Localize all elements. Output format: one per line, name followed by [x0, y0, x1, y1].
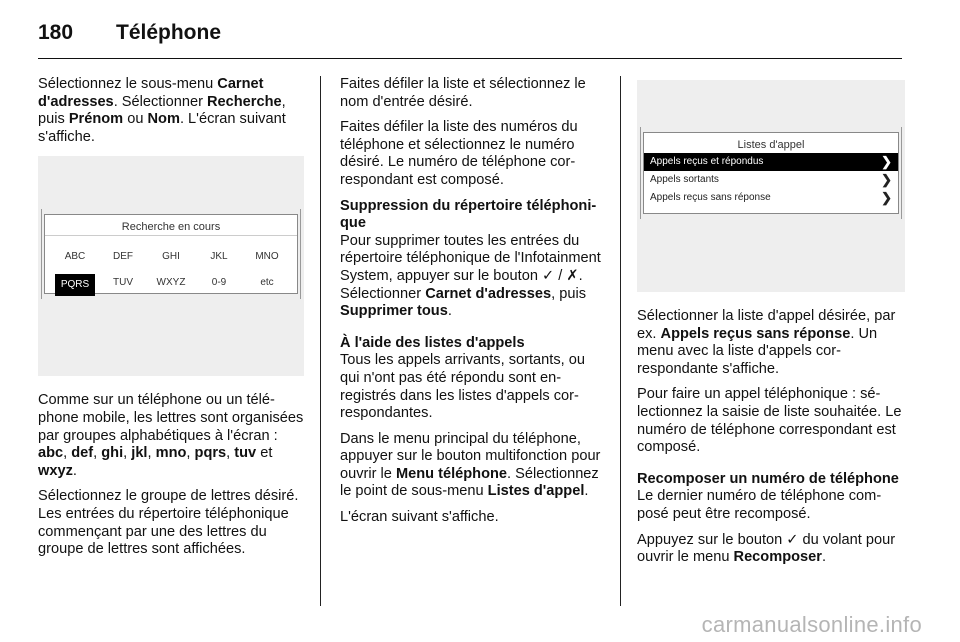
call-list-item[interactable]: [644, 189, 898, 207]
bold-term: Supprimer tous: [340, 303, 448, 320]
call-list-item-selected[interactable]: [644, 153, 898, 171]
page-number: 180: [38, 21, 74, 44]
text-run: ,: [226, 445, 235, 462]
bold-term: Appels reçus sans réponse: [660, 325, 851, 342]
letter-group[interactable]: DEF: [113, 251, 133, 263]
column-divider-1: [320, 76, 321, 606]
bold-term: def: [71, 445, 94, 462]
text-run: Pour faire un appel téléphonique : sélectionnez la saisie de liste souhaitée. Le numéro de téléphone correspondant est composé.: [637, 386, 902, 456]
chevron-right-icon: ❯: [881, 154, 892, 169]
text-run: ,: [123, 445, 132, 462]
text-run: . Sélectionnez le point de sous-menu: [340, 465, 599, 500]
bold-term: Recomposer: [733, 549, 822, 566]
paragraph: [38, 76, 304, 146]
text-run: ,: [63, 445, 72, 462]
text-run: , puis: [551, 285, 587, 302]
column-2: [340, 76, 606, 535]
call-list-label: Appels sortants: [650, 174, 719, 185]
header-rule: [38, 58, 902, 59]
text-run: . L'écran suivant s'affiche.: [38, 111, 286, 145]
letter-group[interactable]: WXYZ: [156, 276, 186, 288]
bold-term: Carnet d'adresses: [38, 76, 264, 110]
text-run: Sélectionner la liste d'appel désirée, par ex.: [637, 308, 896, 342]
letter-row-2: [45, 266, 297, 296]
bold-term: Menu téléphone: [395, 465, 508, 482]
paragraph: [38, 488, 304, 558]
letter-group[interactable]: etc: [260, 276, 274, 288]
text-run: ou: [123, 111, 148, 128]
screen-title: Listes d'appel: [737, 139, 805, 151]
paragraph: [340, 431, 606, 501]
call-list-item[interactable]: [644, 171, 898, 189]
letter-group[interactable]: JKL: [210, 251, 228, 263]
text-run: Tous les appels arrivants, sortants, ou qui n'ont pas été répondu sont enregistrés dans les listes d'appels correspondantes.: [340, 352, 585, 422]
search-screen-figure: [38, 156, 304, 376]
watermark: carmanualsonline.info: [701, 612, 922, 637]
text-run: ,: [147, 445, 156, 462]
section-heading: À l'aide des listes d'appels: [340, 334, 525, 351]
text-run: ,: [186, 445, 195, 462]
search-screen: [44, 214, 298, 294]
bold-term: tuv: [234, 445, 257, 462]
section-heading: Recomposer un numéro de téléphone: [637, 470, 899, 487]
bold-term: wxyz: [38, 462, 73, 479]
bold-term: pqrs: [194, 445, 227, 462]
section-heading: Suppression du répertoire téléphonique: [340, 197, 597, 232]
bold-term: Listes d'appel: [487, 483, 585, 500]
letter-group[interactable]: GHI: [162, 251, 180, 263]
text-run: Pour supprimer toutes les entrées du répertoire téléphonique de l'Infotainment System, appuyer sur le bouton ✓ / ✗. Sélectionner: [340, 232, 601, 302]
text-run: .: [447, 303, 452, 320]
text-run: L'écran suivant s'affiche.: [340, 509, 499, 526]
paragraph: [637, 532, 905, 567]
bold-term: ghi: [101, 445, 124, 462]
text-run: .: [72, 462, 77, 479]
bold-term: abc: [38, 445, 64, 462]
paragraph: [340, 509, 606, 527]
call-lists-screen: [643, 132, 899, 214]
text-run: Appuyez sur le bouton ✓ du volant pour ouvrir le menu: [637, 531, 896, 566]
letter-group[interactable]: TUV: [113, 276, 133, 288]
call-lists-screen-figure: [637, 80, 905, 292]
paragraph: [340, 352, 606, 422]
paragraph: [637, 488, 905, 523]
letter-group-selected[interactable]: PQRS: [55, 274, 95, 296]
bold-term: Carnet d'adresses: [425, 285, 552, 302]
text-run: .: [584, 483, 589, 500]
call-list-label: Appels reçus et répondus: [650, 156, 764, 167]
paragraph: [340, 119, 606, 189]
text-run: ,: [93, 445, 102, 462]
text-run: Sélectionnez le groupe de lettres désiré. Les entrées du répertoire téléphonique commençant par une des lettres du groupe de lettres sont affichées.: [38, 488, 299, 558]
bold-term: Prénom: [68, 111, 124, 128]
paragraph: [340, 76, 606, 111]
text-run: . Sélectionner: [113, 93, 207, 110]
text-run: Comme sur un téléphone ou un téléphone mobile, les lettres sont organisées par groupes alphabétiques à l'écran :: [38, 392, 304, 444]
letter-row-1: [45, 236, 297, 266]
paragraph: [38, 392, 304, 480]
bold-term: Recherche: [206, 93, 282, 110]
bold-term: Nom: [147, 111, 180, 128]
text-run: Dans le menu principal du téléphone, appuyer sur le bouton multifonction pour ouvrir le: [340, 430, 601, 482]
column-1: [38, 76, 304, 567]
page-header: [38, 18, 221, 48]
paragraph: [340, 233, 606, 321]
text-run: .: [821, 549, 826, 566]
bold-term: mno: [155, 445, 187, 462]
column-3: [637, 80, 905, 575]
letter-group[interactable]: ABC: [64, 251, 86, 263]
screen-title: Recherche en cours: [45, 215, 297, 236]
paragraph: [637, 308, 905, 378]
text-run: , puis: [38, 93, 286, 128]
column-divider-2: [620, 76, 621, 606]
text-run: Sélectionnez le sous-menu: [38, 76, 218, 92]
call-list-label: Appels reçus sans réponse: [650, 192, 771, 203]
bold-term: jkl: [131, 445, 148, 462]
chevron-right-icon: ❯: [881, 172, 892, 187]
letter-group[interactable]: 0-9: [211, 276, 227, 288]
text-run: . Un menu avec la liste d'appels correspondante s'affiche.: [637, 325, 878, 377]
page-title: Téléphone: [116, 21, 222, 44]
text-run: Le dernier numéro de téléphone composé peut être recomposé.: [637, 488, 882, 522]
letter-group[interactable]: MNO: [255, 251, 279, 263]
text-run: Faites défiler la liste et sélectionnez le nom d'entrée désiré.: [340, 76, 586, 110]
chevron-right-icon: ❯: [881, 190, 892, 205]
text-run: et: [256, 445, 273, 462]
paragraph: [637, 386, 905, 456]
text-run: Faites défiler la liste des numéros du téléphone et sélectionnez le numéro désiré. Le numéro de téléphone correspondant est composé.: [340, 119, 578, 188]
